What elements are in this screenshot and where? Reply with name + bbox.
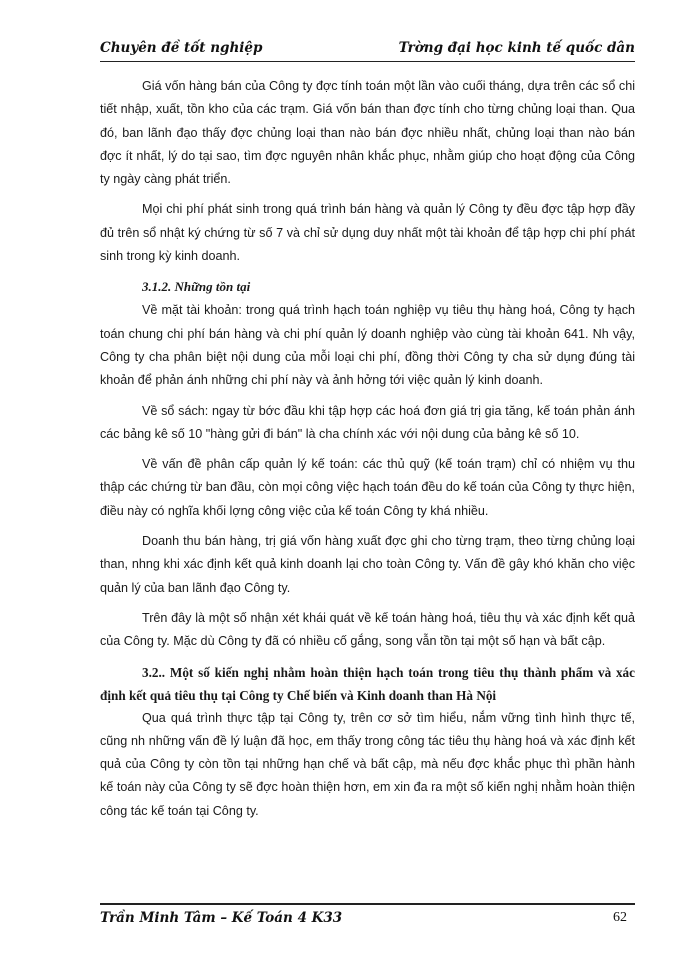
page-footer	[100, 910, 635, 932]
header-document-type: Chuyên đề tốt nghiệp	[100, 40, 263, 56]
paragraph-accounts: Về mặt tài khoản: trong quá trình hạch toán nghiệp vụ tiêu thụ hàng hoá, Công ty hạch toán chung chi phí bán hàng và chi phí quản lý doanh nghiệp vào cùng tài khoản 641. Nh vậy, Công ty cha phân biệt nội dung của mỗi loại chi phí, đồng thời Công ty cha sử dụng đúng tài khoản để phản ánh những chi phí này và ảnh hởng tới việc quản lý kinh doanh.	[100, 303, 635, 388]
paragraph-accounting-hierarchy: Về vấn đề phân cấp quản lý kế toán: các thủ quỹ (kế toán trạm) chỉ có nhiệm vụ thu thập các chứng từ ban đầu, còn mọi công việc hạch toán đều do kế toán của Công ty thực hiện, điều này có nghĩa khối lợng công việc của kế toán Công ty khá nhiều.	[100, 457, 635, 518]
header-rule	[100, 61, 635, 62]
paragraph-books: Về sổ sách: ngay từ bớc đầu khi tập hợp các hoá đơn giá trị gia tăng, kế toán phản ánh các bảng kê số 10 "hàng gửi đi bán" là cha chính xác với nội dung của bảng kê số 10.	[100, 403, 635, 441]
paragraph-recommendations-intro: Qua quá trình thực tập tại Công ty, trên cơ sở tìm hiểu, nắm vững tình hình thực tế, cũng nh những vấn đề lý luận đã học, em thấy trong công tác tiêu thụ hàng hoá và xác định kết quả của Công ty còn tồn tại những hạn chế và bất cập, mà nếu đợc khắc phục thì phần hành kế toán này của Công ty sẽ đợc hoàn thiện hơn, em xin đa ra một số kiến nghị nhằm hoàn thiện công tác kế toán tại Công ty.	[100, 710, 635, 818]
header-university: Trờng đại học kinh tế quốc dân	[398, 40, 635, 56]
page-header	[100, 40, 635, 62]
section-heading-3-2: 3.2.. Một số kiến nghị nhằm hoàn thiện hạch toán trong tiêu thụ thành phẩm và xác định kết quả tiêu thụ tại Công ty Chế biến và Kinh doanh than Hà Nội	[100, 664, 635, 703]
footer-rule	[100, 903, 635, 905]
page-number: 62	[613, 910, 627, 925]
footer-author: Trần Minh Tâm – Kế Toán 4 K33	[100, 910, 343, 926]
paragraph-expenses: Mọi chi phí phát sinh trong quá trình bán hàng và quản lý Công ty đều đợc tập hợp đầy đủ trên sổ nhật ký chứng từ số 7 và chỉ sử dụng duy nhất một tài khoản để tập hợp chi phí phát sinh trong kỳ kinh doanh.	[100, 202, 635, 264]
paragraph-revenue: Doanh thu bán hàng, trị giá vốn hàng xuất đợc ghi cho từng trạm, theo từng chủng loại than, nhng khi xác định kết quả kinh doanh lại cho toàn Công ty. Vấn đề gây khó khăn cho việc quản lý của ban lãnh đạo Công ty.	[100, 534, 635, 595]
section-heading-3-1-2: 3.1.2. Những tồn tại	[142, 279, 251, 295]
paragraph-cost-of-goods: Giá vốn hàng bán của Công ty đợc tính toán một lần vào cuối tháng, dựa trên các sổ chi tiết nhập, xuất, tồn kho của các trạm. Giá vốn bán than đợc tính cho từng chủng loại than. Qua đó, ban lãnh đạo thấy đợc chủng loại than nào bán đợc nhiều nhất, chủng loại than nào bán đợc ít nhất, lý do tại sao, tìm đợc nguyên nhân khắc phục, nhằm giúp cho hoạt động của Công ty ngày càng phát triển.	[100, 79, 635, 187]
page-body	[100, 75, 635, 830]
paragraph-summary: Trên đây là một số nhận xét khái quát về kế toán hàng hoá, tiêu thụ và xác định kết quả của Công ty. Mặc dù Công ty đã có nhiều cố gắng, song vẫn tồn tại một số hạn và bất cập.	[100, 610, 635, 649]
